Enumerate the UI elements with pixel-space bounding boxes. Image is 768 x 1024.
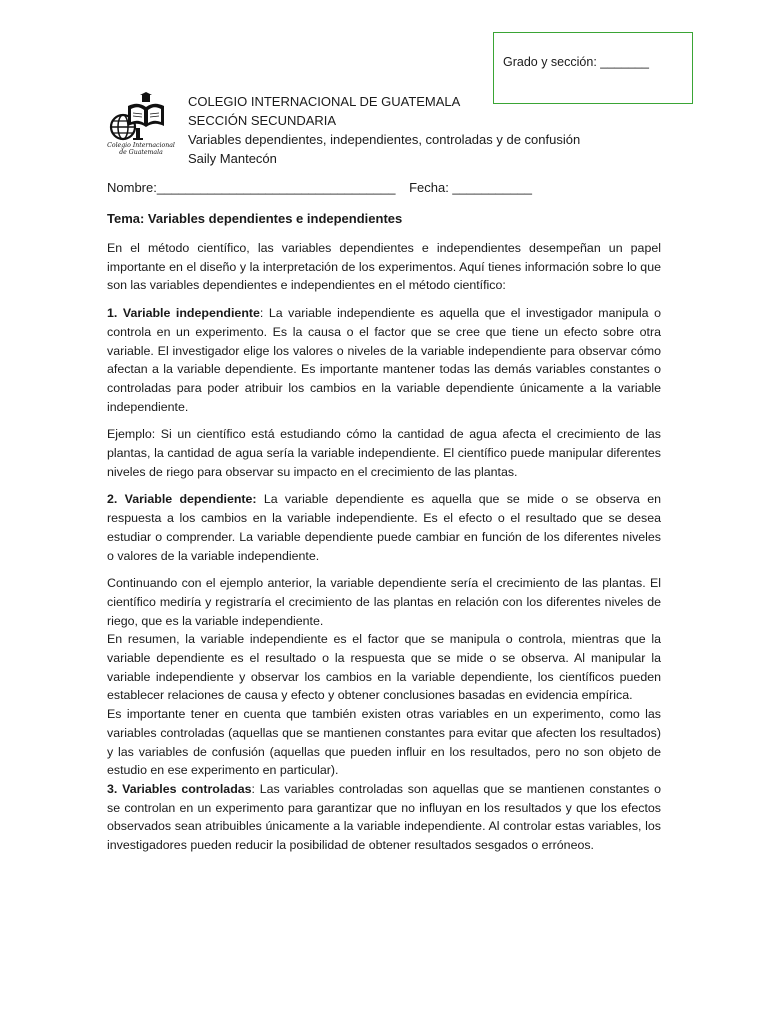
dependent-variable-paragraph [107, 490, 661, 565]
topic-heading: Tema: Variables dependientes e independientes [107, 211, 403, 226]
document-body [107, 239, 661, 855]
grade-section-field: Grado y sección: _______ [503, 55, 649, 69]
independent-variable-heading: 1. Variable independiente [107, 306, 260, 321]
controlled-variables-heading: 3. Variables controladas [107, 781, 252, 796]
example-paragraph: Ejemplo: Si un científico está estudiando cómo la cantidad de agua afecta el crecimiento de las plantas, la cantidad de agua sería la variable independiente. El científico puede manipular diferentes niveles de riego para observar su impacto en el crecimiento de las plantas. [107, 427, 661, 479]
logo-caption [106, 142, 176, 156]
section-name: SECCIÓN SECUNDARIA [188, 113, 337, 128]
summary-paragraph: En resumen, la variable independiente es el factor que se manipula o controla, mientras que la variable dependiente es el resultado o la respuesta que se mide o se observa. Al manipular la variable independiente y observar los cambios en la variable dependiente, los científicos pueden establecer relaciones de causa y efecto y obtener conclusiones basadas en evidencia empírica. [107, 632, 661, 703]
name-date-row [107, 180, 532, 195]
document-header [188, 92, 580, 168]
dependent-variable-text: La variable dependiente es aquella que se mide o se observa en respuesta a los cambios en la variable independiente. Es el efecto o el resultado que se desea estudiar o comprender. La variable dependiente puede cambiar en función de los diferentes niveles o valores de la variable independiente. [107, 492, 661, 563]
dependent-variable-heading: 2. Variable dependiente: [107, 492, 257, 507]
subject-title: Variables dependientes, independientes, controladas y de confusión [188, 132, 581, 147]
independent-variable-text: : La variable independiente es aquella que el investigador manipula o controla en un experimento. Es la causa o el factor que se cree que tiene un efecto sobre otra variable. El investigador elige los valores o niveles de la variable independiente para observar cómo afectan a la variable dependiente. Es importante mantener todas las demás variables constantes o controladas para poder atribuir los cambios en la variable dependiente únicamente a la variable independiente. [107, 306, 661, 414]
logo-caption-line: de Guatemala [119, 149, 163, 156]
school-logo [106, 92, 176, 162]
controlled-variables-text: : Las variables controladas son aquellas que se mantienen constantes o se controlan en un experimento para garantizar que no influyan en los resultados y que los efectos observados sean atribuibles únicamente a la variable independiente. Al controlar estas variables, los investigadores pueden reducir la posibilidad de obtener resultados sesgados o erróneos. [107, 781, 661, 853]
controlled-variables-paragraph [107, 780, 661, 855]
independent-variable-paragraph [107, 304, 661, 416]
school-name: COLEGIO INTERNACIONAL DE GUATEMALA [188, 94, 461, 109]
continuing-paragraph: Continuando con el ejemplo anterior, la variable dependiente sería el crecimiento de las plantas. El científico mediría y registraría el crecimiento de las plantas en relación con los diferentes niveles de riego, que es la variable independiente. [107, 576, 661, 628]
school-crest-icon [106, 92, 176, 142]
other-variables-paragraph: Es importante tener en cuenta que también existen otras variables en un experimento, como las variables controladas (aquellas que se mantienen constantes para evitar que afecten los resultados) y las variables de confusión (aquellas que pueden influir en los resultados, pero no son objeto de estudio en ese experimento en particular). [107, 707, 661, 778]
intro-paragraph: En el método científico, las variables dependientes e independientes desempeñan un papel importante en el diseño y la interpretación de los experimentos. Aquí tienes información sobre lo que son las variables dependientes e independientes en el método científico: [107, 241, 661, 293]
logo-caption-line: Colegio Internacional [107, 142, 175, 149]
date-field: Fecha: ___________ [409, 180, 532, 195]
author-name: Saily Mantecón [188, 151, 277, 166]
name-field: Nombre:_________________________________ [107, 180, 396, 195]
